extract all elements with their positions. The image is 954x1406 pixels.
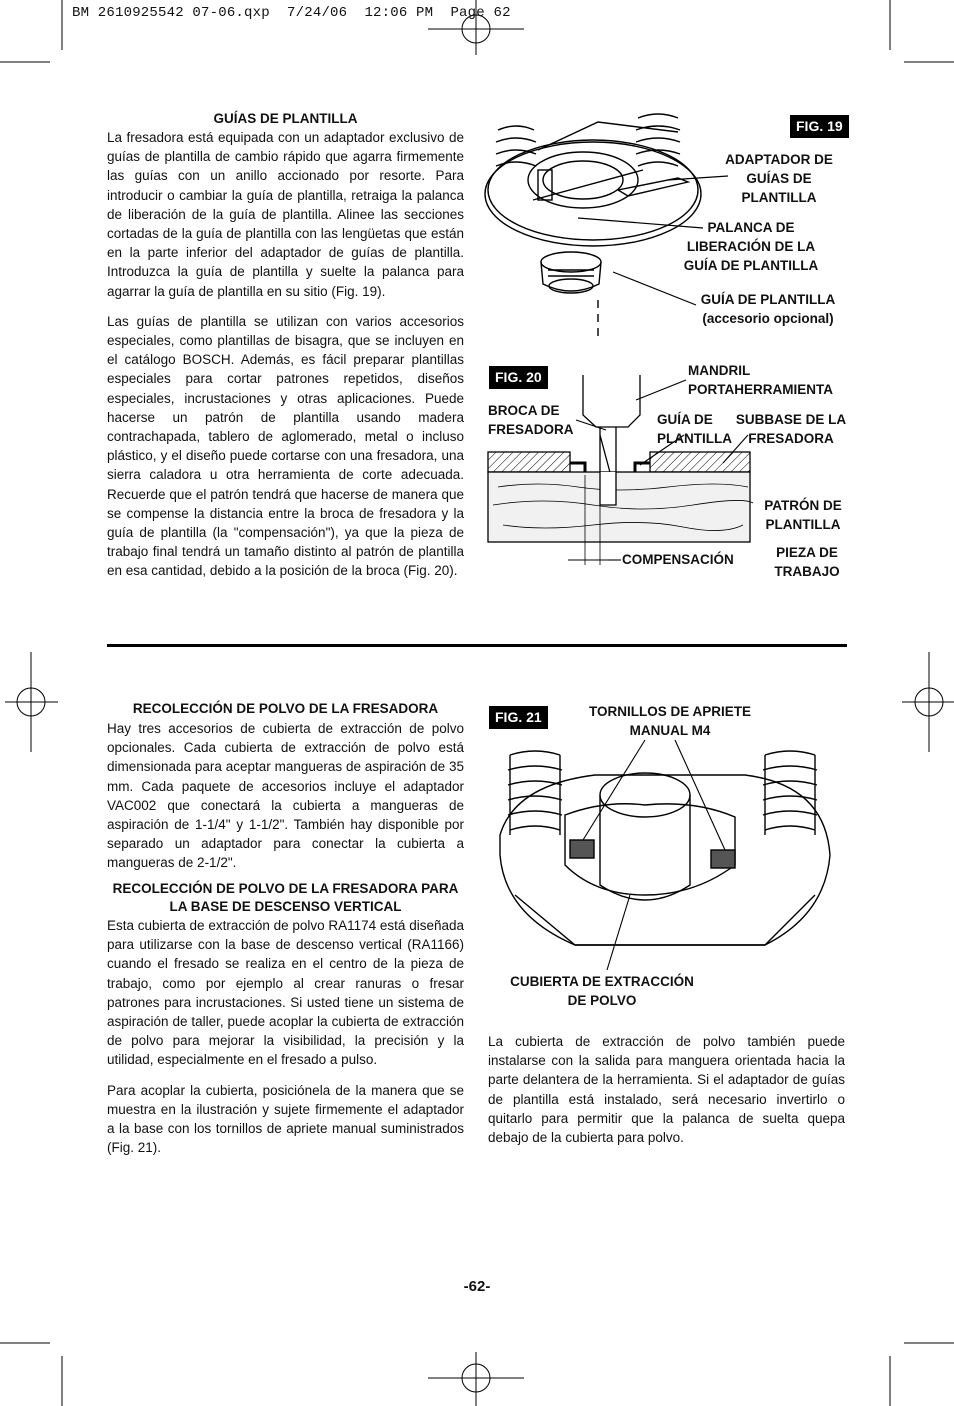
fig20-label-guide: GUÍA DE PLANTILLA [657,412,732,446]
fig20-label-bit: BROCA DE FRESADORA [488,403,574,437]
template-guide-part [541,252,601,293]
fig20-tag: FIG. 20 [489,366,548,389]
left-spring-icon [496,126,536,166]
dust-cover [565,773,735,900]
thumb-screw-right [711,850,735,868]
section-heading-dust-collection: RECOLECCIÓN DE POLVO DE LA FRESADORA [132,701,439,716]
paragraph: Las guías de plantilla se utilizan con varios accesorios especiales, como plantillas de bisagra, que se incluyen en el catálogo BOSCH. Además, es fácil preparar plantillas especiales para cortar patrones repetidos, diseños especiales, incrustaciones y otras aplicaciones. Puede hacerse un patrón de plantilla usando madera contrachapada, tablero de aglomerado, metal o incluso plástico, y el diseño puede cortarse con una fresadora, una sierra caladora u otra herramienta de corte adecuada. Recuerde que el patrón tendrá que hacerse de manera que se compense la distancia entre la broca de fresadora y la guía de plantilla (la "compensación"), ya que la pieza de trabajo final tendrá un tamaño distinto al patrón de plantilla en esa cantidad, debido a la posición de la broca (Fig. 20). [107,313,464,579]
section-heading-template-guides: GUÍAS DE PLANTILLA [213,111,358,126]
paragraph: Esta cubierta de extracción de polvo RA1174 está diseñada para utilizarse con la base de descenso vertical (RA1166) cuando el fresado se realiza en el centro de la pieza de trabajo, como por ejemplo al crear ranuras o fresar patrones para incrustaciones. Si usted tiene un sistema de aspiración de taller, puede acoplar la cubierta de extracción de polvo para mejorar la visibilidad, la precisión y la utilidad, especialmente en el fresado a pulso. [107,918,464,1068]
subbase-right [650,452,750,472]
fig19-label-guide: GUÍA DE PLANTILLA (accesorio opcional) [700,292,836,326]
right-spring-icon [763,751,817,835]
fig19-label-adapter: ADAPTADOR DE GUÍAS DE PLANTILLA [725,152,833,205]
fig20-label-offset: COMPENSACIÓN [622,552,734,567]
page-number: -62- [463,1278,491,1295]
router-base-plate [500,775,830,945]
subheading-plunge-base: RECOLECCIÓN DE POLVO DE LA FRESADORA PARA LA BASE DE DESCENSO VERTICAL [112,881,459,914]
fig21-label-cover: CUBIERTA DE EXTRACCIÓN DE POLVO [510,974,694,1008]
fig19-tag: FIG. 19 [790,115,849,138]
fig21-tag: FIG. 21 [489,706,548,729]
fig20-label-subbase: SUBBASE DE LA FRESADORA [735,412,847,446]
section-body-template-guides [107,128,464,592]
fig21-illustration [495,745,835,975]
fig21-label-screws: TORNILLOS DE APRIETE MANUAL M4 [588,704,751,738]
fig20-label-pattern: PATRÓN DE PLANTILLA [764,498,842,532]
subbase-left [488,452,570,472]
fig20-label-collet: MANDRIL PORTAHERRAMIENTA [688,363,833,397]
fig19-label-lever: PALANCA DE LIBERACIÓN DE LA GUÍA DE PLANTILLA [683,220,819,273]
paragraph: La fresadora está equipada con un adaptador exclusivo de guías de plantilla de cambio rápido que agarra firmemente las guías con un anillo accionado por resorte. Para introducir o cambiar la guía de plantilla, retraiga la palanca de liberación de la guía de plantilla. Alinee las secciones cortadas de la guía de plantilla con las lengüetas que están en la parte inferior del adaptador de guías de plantilla. Introduzca la guía de plantilla y suelte la palanca para agarrar la guía de plantilla en su sitio (Fig. 19). [107,130,464,299]
paragraph: Para acoplar la cubierta, posiciónela de la manera que se muestra en la ilustración y sujete firmemente el adaptador a la base con los tornillos de apriete manual suministrados (Fig. 21). [107,1082,464,1156]
section-body-dust-collection: Hay tres accesorios de cubierta de extracción de polvo opcionales. Cada cubierta de extracción de polvo está dimensionada para aceptar mangueras de aspiración de 35 mm. Cada paquete de accesorios incluye el adaptador VAC002 que conectará la cubierta a mangueras de aspiración de 1-1/4" y 1-1/2". También hay disponible por separado un adaptador para conectar la cubierta a mangueras de 2-1/2". [107,721,464,871]
thumb-screw-left [570,840,594,858]
fig21-caption: La cubierta de extracción de polvo también puede instalarse con la salida para manguera orientada hacia la parte delantera de la herramienta. Si el adaptador de guías de plantilla está instalado, será necesario invertirlo o quitarlo para permitir que la palanca de suelta quepa debajo de la cubierta para polvo. [488,1034,845,1146]
section-body-plunge-base [107,916,464,1168]
section-divider [107,644,847,647]
collet-shape [583,375,640,427]
workpiece [488,472,750,542]
fig20-label-workpiece: PIEZA DE TRABAJO [774,545,840,579]
print-slug: BM 2610925542 07-06.qxp 7/24/06 12:06 PM Page 62 [72,5,511,21]
